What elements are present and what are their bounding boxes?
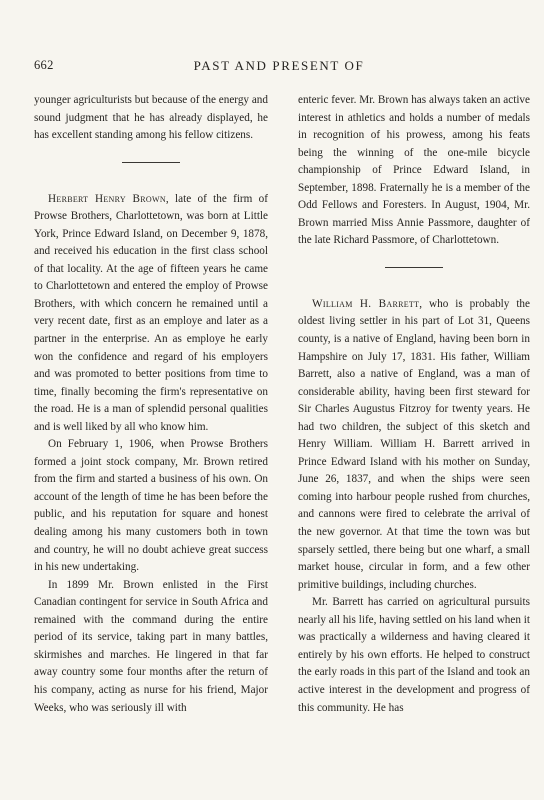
biography-paragraph: Mr. Barrett has carried on agricultural pursuits nearly all his life, having settled on his land when it was practically a wilderness and having cleared it entirely by his own efforts. He helped to construct the early roads in this part of the Island and took an active interest in the development and progress of this community. He has <box>298 596 530 714</box>
biography-paragraph <box>298 296 530 594</box>
paragraph-text: , late of the firm of Prowse Brothers, Charlottetown, was born at Little York, Prince Edward Island, on December 9, 1878, and received his education in the first class school of that locality. At the age of fifteen years he came to Charlottetown and entered the employ of Prowse Brothers, with which concern he remained until a very recent date, first as an employe and later as a partner in the enterprise. An as employe he early won the confidence and regard of his employers and was promoted to better positions from time to time, finally becoming the firm's representative on the road. He is a man of splendid personal qualities and is well liked by all who know him. <box>34 192 268 433</box>
continued-paragraph: younger agriculturists but because of the energy and sound judgment that he has already displayed, he has excellent standing among his fellow citizens. <box>34 94 268 142</box>
subject-name: Herbert Henry Brown <box>48 192 166 205</box>
running-title: PAST AND PRESENT OF <box>193 58 365 73</box>
biography-paragraph: In 1899 Mr. Brown enlisted in the First Canadian contingent for service in South Africa and remained with the command during the entire period of its service, taking part in many battles, skirmishes and marches. He lingered in that far away country some four months after the return of his company, acting as nurse for his friend, Major Weeks, who was seriously ill with <box>34 578 268 714</box>
subject-name: William H. Barrett <box>312 297 420 310</box>
page-header <box>34 58 524 78</box>
biography-paragraph <box>34 191 268 437</box>
left-column <box>34 92 268 717</box>
right-column <box>298 92 530 717</box>
section-divider <box>122 162 180 163</box>
biography-paragraph: On February 1, 1906, when Prowse Brothers formed a joint stock company, Mr. Brown retired from the firm and started a business of his own. On account of the length of time he has been before the public, and his reputation for square and honest dealing among his many customers both in town and country, he will no doubt achieve great success in his new undertaking. <box>34 438 268 574</box>
continued-paragraph: enteric fever. Mr. Brown has always taken an active interest in athletics and holds a number of medals in recognition of his prowess, among his feats being the winning of the one-mile bicycle championship of Prince Edward Island, in September, 1898. Fraternally he is a member of the Odd Fellows and Foresters. In August, 1904, Mr. Brown married Miss Annie Passmore, daughter of the late Richard Passmore, of Charlottetown. <box>298 94 530 247</box>
page-number: 662 <box>34 58 54 72</box>
section-divider <box>385 267 443 268</box>
paragraph-text: , who is probably the oldest living settler in his part of Lot 31, Queens county, is a native of England, having been born in Hampshire on July 17, 1831. His father, William Barrett, also a native of England, was a man of considerable ability, having been first steward for Sir Charles Augustus Fitzroy for twenty years. He had two children, the subject of this sketch and Henry William. William H. Barrett arrived in Prince Edward Island with his mother on Sunday, June 26, 1837, and when the ships were seen coming into harbour people rushed from churches, and cannons were fired to celebrate the arrival of the new governor. At that time the town was but sparsely settled, there being but one wharf, a small market house, circular in form, and a few other primitive buildings, including churches. <box>298 297 530 591</box>
